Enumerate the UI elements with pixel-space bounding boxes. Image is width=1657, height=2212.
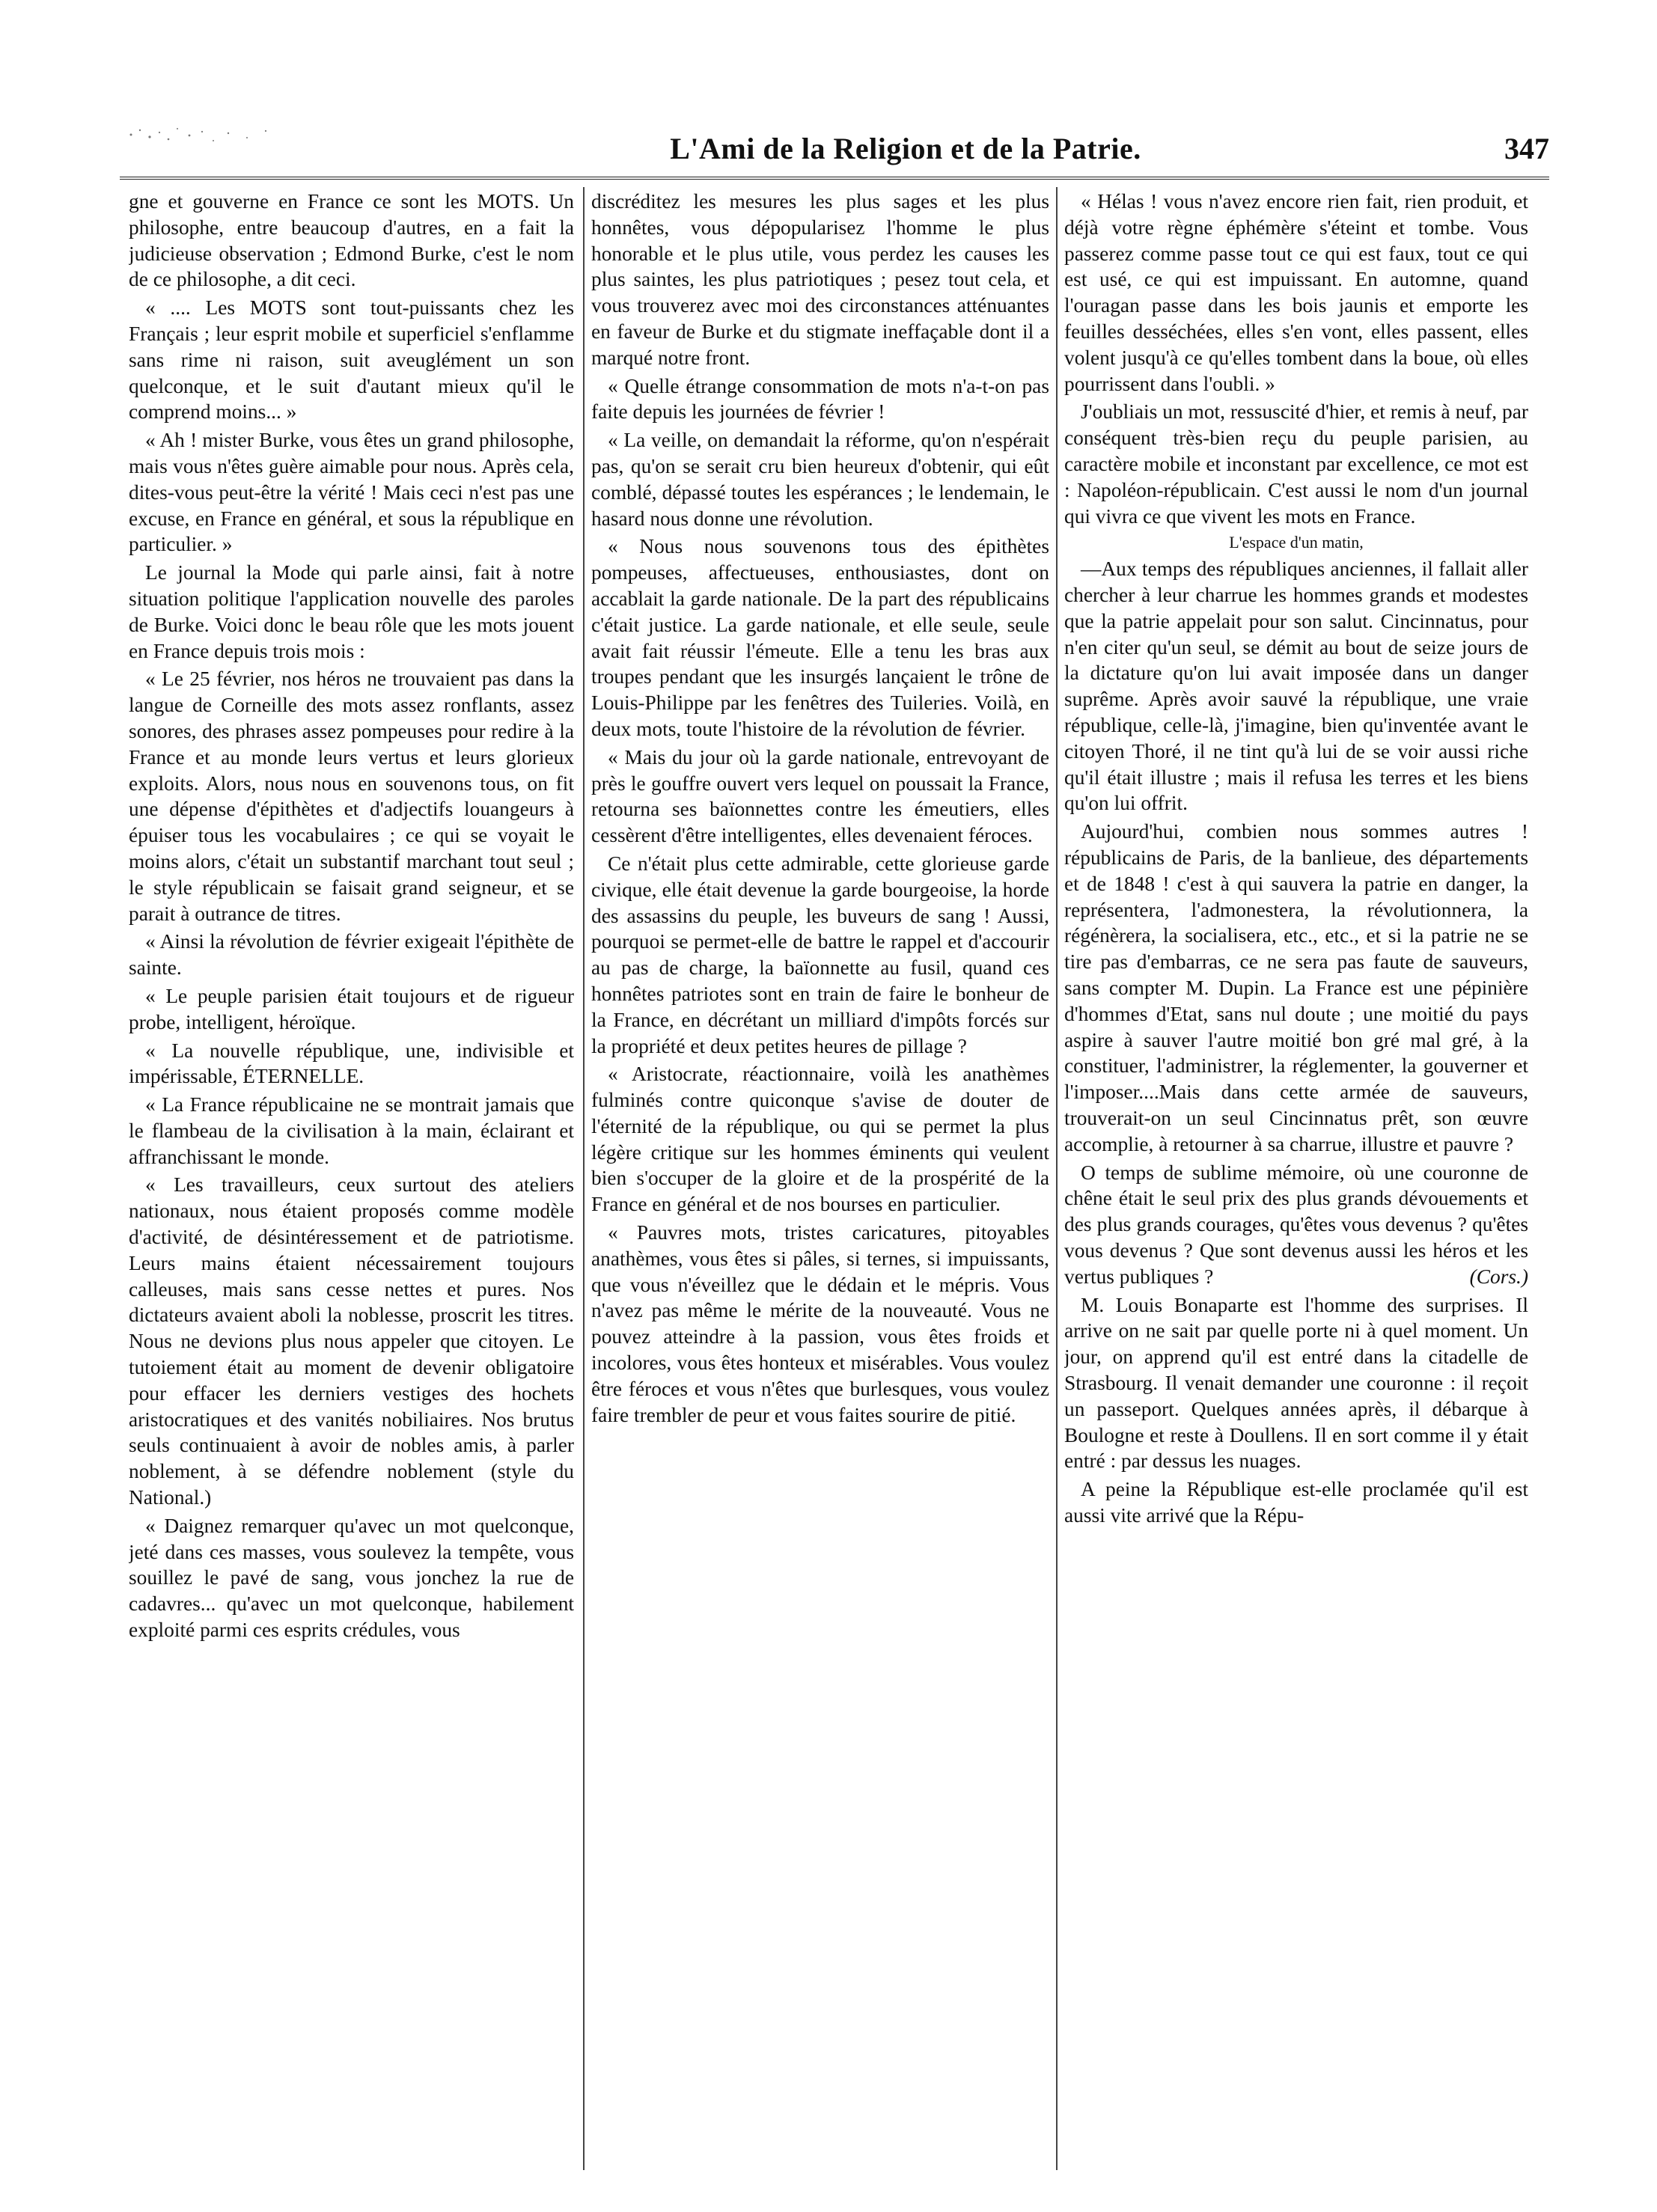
column-left — [129, 189, 574, 2179]
paragraph: « Le peuple parisien était toujours et de rigueur probe, intelligent, héroïque. — [129, 984, 574, 1033]
column-divider — [1056, 187, 1058, 2170]
page-number: 347 — [1504, 132, 1549, 165]
column-middle — [591, 189, 1049, 2179]
paragraph: « Nous nous souvenons tous des épithètes pompeuses, affectueuses, enthousiastes, dont on accablait la garde nationale. De la part des républicains c'était justice. La garde nationale, et elle seule, seule avait fait réussir l'émeute. Elle a tenu les bras aux troupes pendant que les insurgés lançaient le trône de Louis-Philippe par les fenêtres des Tuileries. Voilà, en deux mots, toute l'histoire de la révolution de février. — [591, 535, 1049, 740]
paragraph: J'oubliais un mot, ressuscité d'hier, et remis à neuf, par conséquent très-bien reçu du peuple parisien, au caractère mobile et inconstant par excellence, ce mot est : Napoléon-républicain. C'est aussi le nom d'un journal qui vivra ce que vivent les mots en France. — [1064, 400, 1528, 528]
paragraph: « Daignez remarquer qu'avec un mot quelconque, jeté dans ces masses, vous soulevez la tempête, vous souillez le pavé de sang, vous jonchez la rue de cadavres... qu'avec un mot quelconque, habilement exploité parmi ces esprits crédules, vous — [129, 1514, 574, 1642]
paragraph: discréditez les mesures les plus sages et les plus honnêtes, vous dépopularisez l'homme le plus honorable et le plus utile, vous perdez les causes les plus saintes, les plus patriotiques ; pesez tout cela, et vous trouverez avec moi des circonstances atténuantes en faveur de Burke et du stigmate ineffaçable dont il a marqué notre front. — [591, 190, 1049, 369]
running-title: L'Ami de la Religion et de la Patrie. — [670, 132, 1141, 165]
paragraph: « Mais du jour où la garde nationale, entrevoyant de près le gouffre ouvert vers lequel on poussait la France, retourna ses baïonnettes contre les émeutiers, elles cessèrent d'être intelligentes, elles devenaient féroces. — [591, 745, 1049, 847]
section-subhead: L'espace d'un matin, — [1229, 533, 1364, 552]
paragraph: Aujourd'hui, combien nous sommes autres ! républicains de Paris, de la banlieue, des départements et de 1848 ! c'est à qui sauvera la patrie en danger, la représentera, l'admonestera, la révolutionnera, la régénèrera, la socialisera, etc., etc., et si la patrie ne se tire pas d'embarras, ce ne sera pas faute de sauveurs, sans compter M. Dupin. La France est une pépinière d'hommes d'Etat, sans nul doute ; une moitié du pays aspire à sauver l'autre moitié bon gré mal gré, à la constituer, l'administrer, la réglementer, la gouverner et l'imposer....Mais dans cette armée de sauveurs, trouverait-on un seul Cincinnatus prêt, son œuvre accomplie, à retourner à sa charrue, illustre et pauvre ? — [1064, 820, 1528, 1155]
column-divider — [583, 187, 585, 2170]
paragraph: gne et gouverne en France ce sont les MOTS. Un philosophe, entre beaucoup d'autres, en a fait la judicieuse observation ; Edmond Burke, c'est le nom de ce philosophe, a dit ceci. — [129, 190, 574, 291]
paragraph: « La France républicaine ne se montrait jamais que le flambeau de la civilisation à la main, éclairant et affranchissant le monde. — [129, 1093, 574, 1168]
source-signature: (Cors.) — [1469, 1265, 1528, 1288]
paragraph: « Aristocrate, réactionnaire, voilà les anathèmes fulminés contre quiconque s'avise de douter de l'éternité de la république, ou qui se permet la plus légère critique sur les hommes éminents qui veulent bien s'occuper de la gloire et de la prospérité de la France en général et de nos bourses en particulier. — [591, 1063, 1049, 1216]
paragraph: « Les travailleurs, ceux surtout des ateliers nationaux, nous étaient proposés comme modèle d'activité, de désintéressement et de patriotisme. Leurs mains étaient nécessairement toujours calleuses, mais sans cesse nettes et pures. Nos dictateurs avaient aboli la noblesse, proscrit les titres. Nous ne devions plus nous appeler que citoyen. Le tutoiement était au moment de devenir obligatoire pour effacer les derniers vestiges des hochets aristocratiques et des vanités nobiliaires. Nos brutus seuls continuaient à avoir de nobles amis, à parler noblement, à se défendre noblement (style du National.) — [129, 1173, 574, 1509]
header-rule — [120, 177, 1549, 180]
paragraph: —Aux temps des républiques anciennes, il fallait aller chercher à leur charrue les hommes grands et modestes que la patrie appelait pour son salut. Cincinnatus, pour n'en citer qu'un seul, se démit au bout de seize jours de la dictature qu'on lui avait imposée dans un danger suprême. Après avoir sauvé la république, une vraie république, celle-là, j'imagine, bien qu'inventée avant le citoyen Thoré, il ne tint qu'à lui de se voir aussi riche qu'il était illustre ; mais il refusa les terres et les biens qu'on lui offrit. — [1064, 557, 1528, 815]
paragraph: « Quelle étrange consommation de mots n'a-t-on pas faite depuis les journées de février ! — [591, 374, 1049, 424]
paragraph: « Pauvres mots, tristes caricatures, pitoyables anathèmes, vous êtes si pâles, si ternes, si impuissants, que vous n'éveillez que le dédain et le mépris. Vous n'avez pas même le mérite de la nouveauté. Vous ne pouvez atteindre à la passion, vous êtes froids et incolores, vous êtes honteux et misérables. Vous voulez être féroces et vous n'êtes que burlesques, vous voulez faire trembler de peur et vous faites sourire de pitié. — [591, 1221, 1049, 1426]
paragraph: « .... Les MOTS sont tout-puissants chez les Français ; leur esprit mobile et superficiel s'enflamme sans rime ni raison, suit aveuglément un son quelconque, et le suit d'autant mieux qu'il le comprend moins... » — [129, 296, 574, 424]
paragraph: « La nouvelle république, une, indivisible et impérissable, ÉTERNELLE. — [129, 1039, 574, 1088]
page-header — [120, 131, 1549, 176]
paragraph: « Le 25 février, nos héros ne trouvaient pas dans la langue de Corneille des mots assez ronflants, assez sonores, des phrases assez pompeuses pour redire à la France et au monde leurs vertus et leurs glorieux exploits. Alors, nous nous en souvenons tous, on fit une dépense d'épithètes et d'adjectifs louangeurs à épuiser tous les vocabulaires ; ce qui se voyait le moins alors, c'était un substantif marchant tout seul ; le style républicain se faisait grand seigneur, et se parait à outrance de titres. — [129, 667, 574, 925]
paragraph: « Ainsi la révolution de février exigeait l'épithète de sainte. — [129, 930, 574, 980]
paragraph: « La veille, on demandait la réforme, qu'on n'espérait pas, qu'on se serait cru bien heureux d'obtenir, qui eût comblé, dépassé toutes les espérances ; le lendemain, le hasard nous donne une révolution. — [591, 429, 1049, 530]
paragraph: Le journal la Mode qui parle ainsi, fait à notre situation politique l'application nouvelle des paroles de Burke. Voici donc le beau rôle que les mots jouent en France depuis trois mois : — [129, 561, 574, 662]
paragraph: « Hélas ! vous n'avez encore rien fait, rien produit, et déjà votre règne éphémère s'éteint et tombe. Vous passerez comme passe tout ce qui est faux, tout ce qui est usé, ce qui est impuissant. En automne, quand l'ouragan passe dans les bois jaunis et emporte les feuilles desséchées, elles s'en vont, elles passent, elles volent jusqu'à ce qu'elles tombent dans la boue, où elles pourrissent dans l'oubli. » — [1064, 190, 1528, 395]
paragraph: A peine la République est-elle proclamée qu'il est aussi vite arrivé que la Répu- — [1064, 1478, 1528, 1527]
column-right — [1064, 189, 1528, 2179]
paragraph-text: O temps de sublime mémoire, où une couronne de chêne était le seul prix des plus grands dévouements et des plus grands courages, qu'êtes vous devenus ? qu'êtes vous devenus ? Que sont devenus aussi les héros et les vertus publiques ? — [1064, 1161, 1528, 1288]
paragraph — [1064, 1160, 1528, 1290]
paragraph: Ce n'était plus cette admirable, cette glorieuse garde civique, elle était devenue la garde bourgeoise, la horde des assassins du peuple, les buveurs de sang ! Aussi, pourquoi se permet-elle de battre le rappel et d'accourir au pas de charge, la baïonnette au fusil, quand ces honnêtes patriotes sont en train de faire le bonheur de la France, en décrétant un milliard d'impôts forcés sur la propriété et deux petites heures de pillage ? — [591, 852, 1049, 1057]
paragraph: M. Louis Bonaparte est l'homme des surprises. Il arrive on ne sait par quelle porte ni à quel moment. Un jour, on apprend qu'il est entré dans la citadelle de Strasbourg. Il venait demander une couronne : il reçoit un passeport. Quelques années après, il débarque à Boulogne et reste à Doullens. Il en sort comme il y était entré : par dessus les nuages. — [1064, 1293, 1528, 1473]
paragraph: « Ah ! mister Burke, vous êtes un grand philosophe, mais vous n'êtes guère aimable pour nous. Après cela, dites-vous peut-être la vérité ! Mais ceci n'est pas une excuse, en France en général, et sous la république en particulier. » — [129, 429, 574, 556]
